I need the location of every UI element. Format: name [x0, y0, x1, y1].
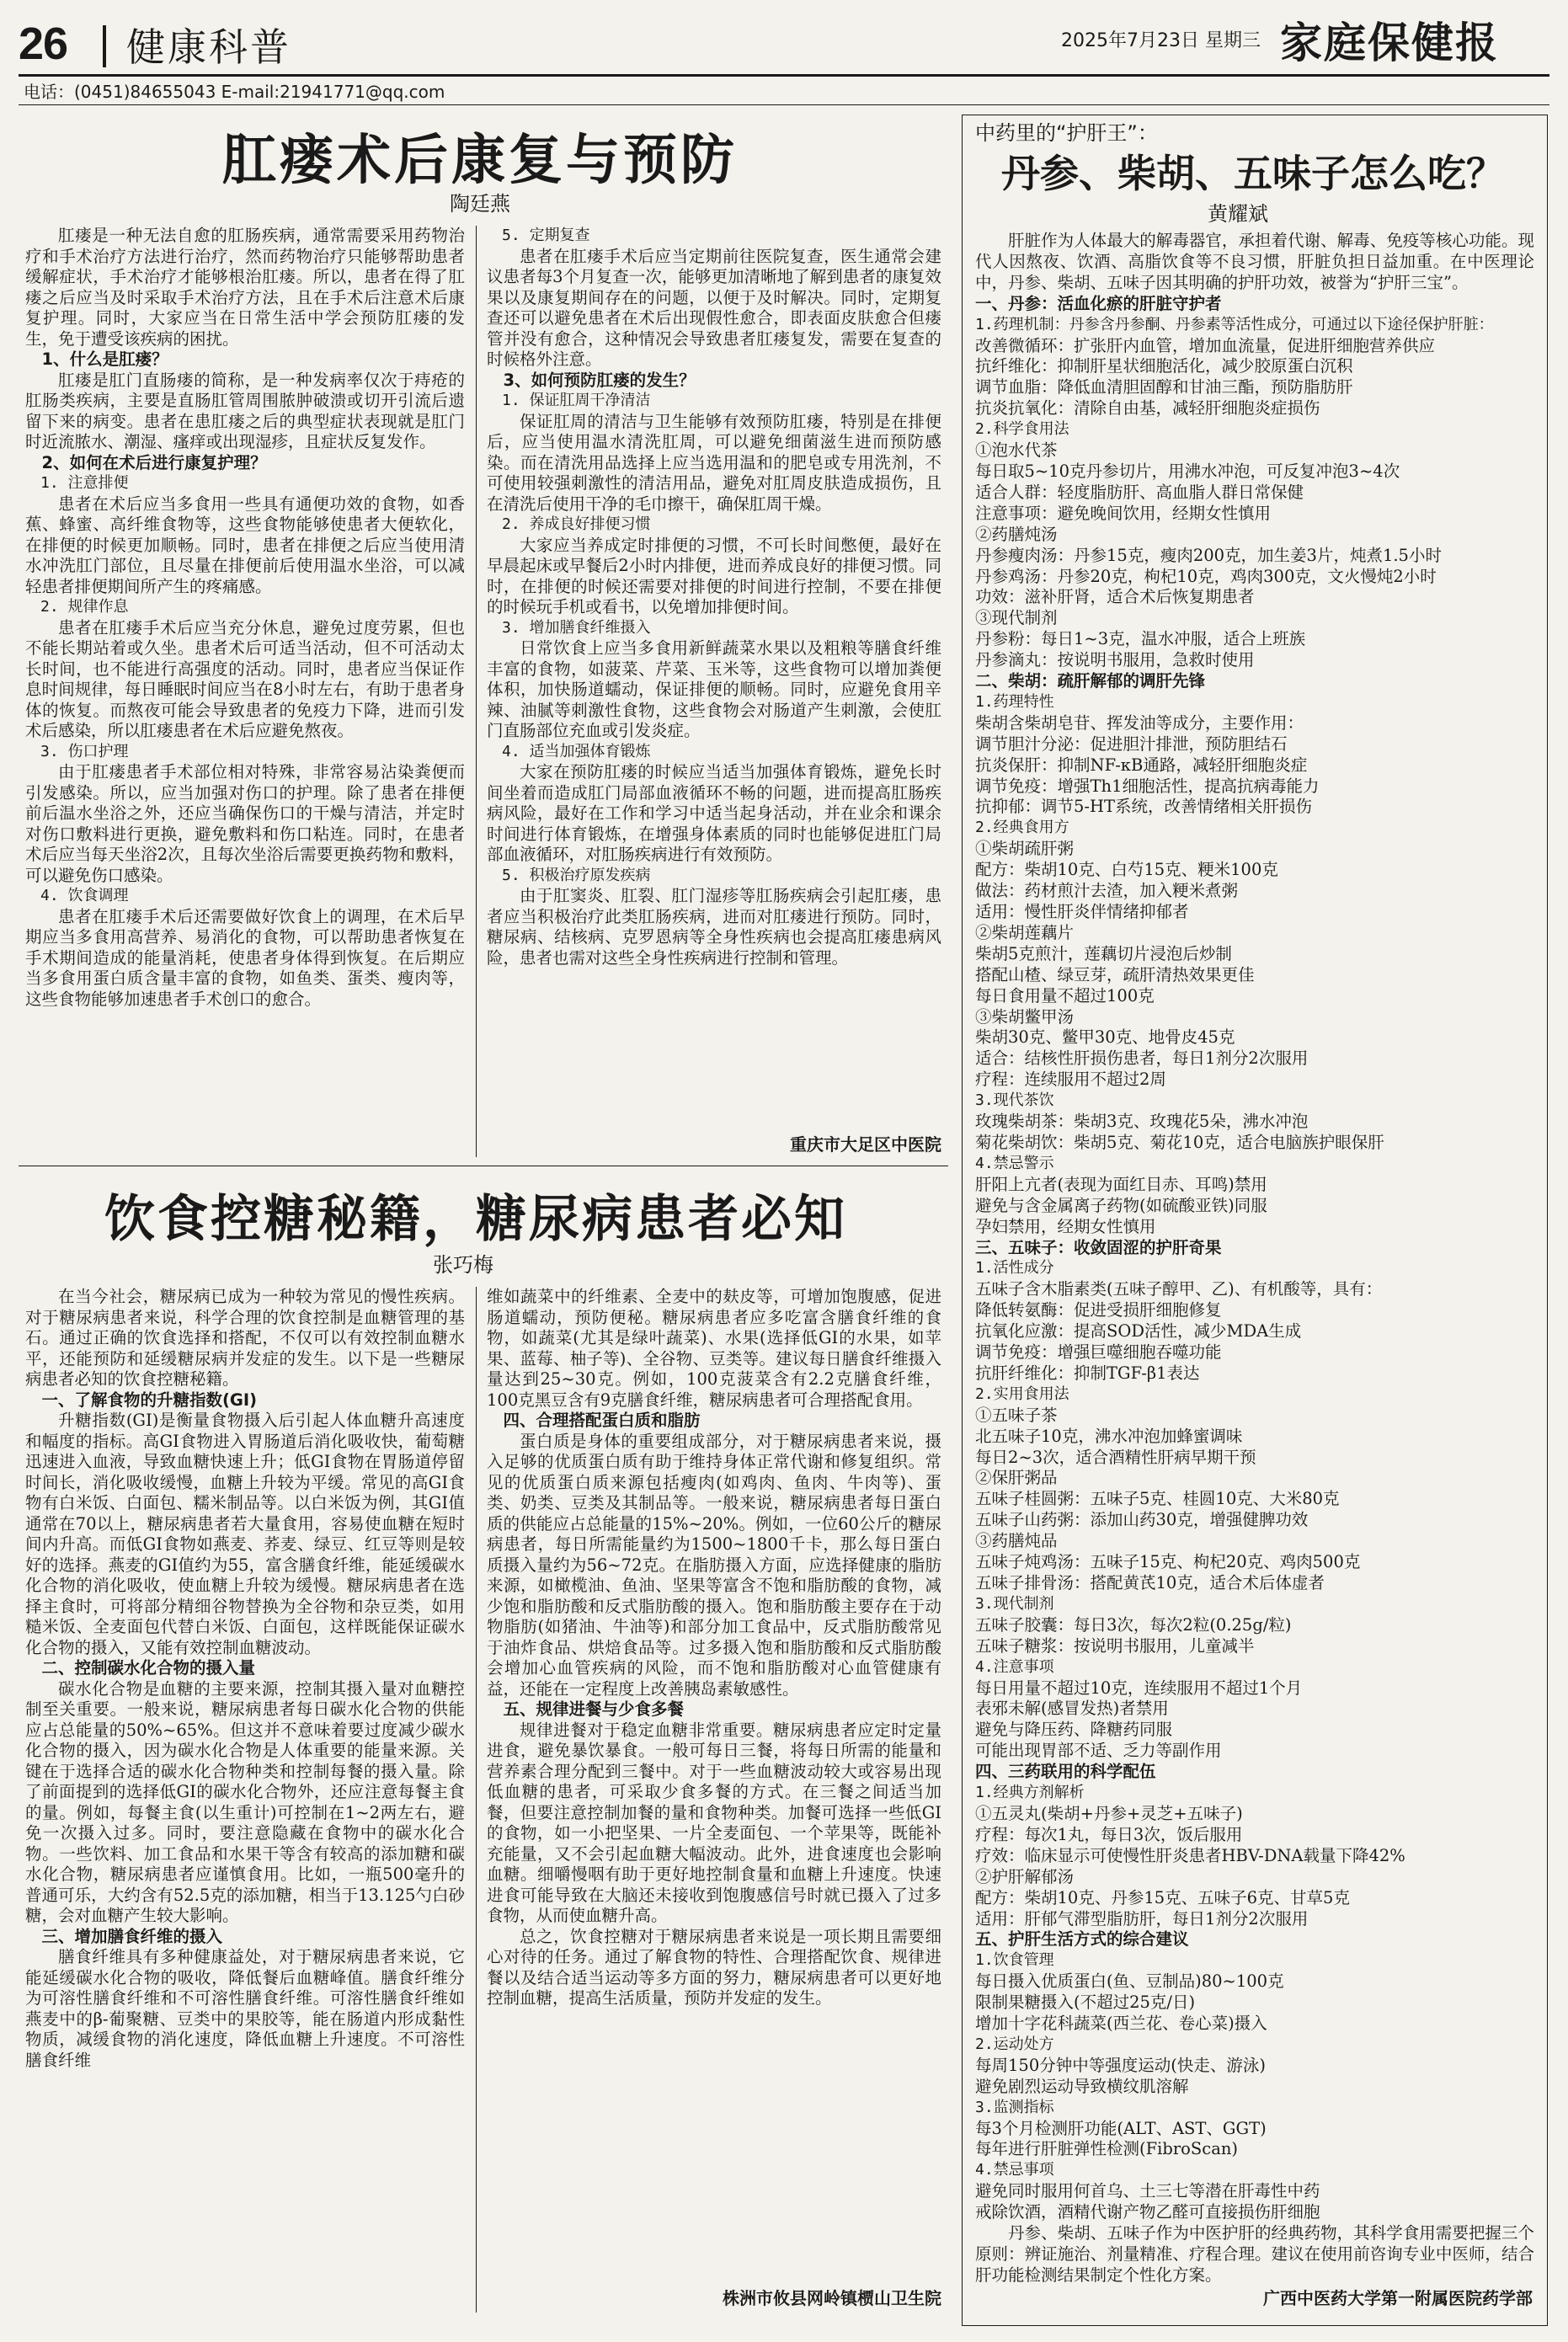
section-heading: 二、柴胡：疏肝解郁的调肝先锋: [975, 671, 1206, 691]
paragraph: 调节免疫：增强巨噬细胞吞噬功能: [975, 1342, 1222, 1363]
paragraph: 保证肛周的清洁与卫生能够有效预防肛瘘，特别是在排便后，应当使用温水清洗肛周，可以避免细菌滋生进而预防感染。而在清洗用品选择上应当选用温和的肥皂或专用洗剂，不可使用较强刺激性的清洁用品，避免对肛周皮肤造成损伤，且在清洗后使用干净的毛巾擦干，确保肛周干燥。: [487, 411, 941, 514]
paragraph: 疗程：每次1丸，每日3次，饭后服用: [975, 1824, 1243, 1844]
article2-column-1: [25, 1287, 465, 2313]
paragraph: 注意事项：避免晚间饮用，经期女性慎用: [975, 503, 1272, 523]
paragraph: 规律进餐对于稳定血糖非常重要。糖尿病患者应定时定量进食，避免暴饮暴食。一般可每日三餐，将每日所需的能量和营养素合理分配到三餐中。对于一些血糖波动较大或容易出现低血糖的患者，可采取少食多餐的方式。在三餐之间适当加餐，但要注意控制加餐的量和食物种类。加餐可选择一些低GI的食物，如一小把坚果、一片全麦面包、一个苹果等，既能补充能量，又不会引起血糖大幅波动。此外，进食速度也会影响血糖。细嚼慢咽有助于更好地控制食量和血糖上升速度。快速进食可能导致在大脑还未接收到饱腹感信号时就已摄入了过多食物，从而使血糖升高。: [487, 1720, 941, 1925]
paragraph: 适用：慢性肝炎伴情绪抑郁者: [975, 902, 1189, 921]
paragraph: 每日取5~10克丹参切片，用沸水冲泡，可反复冲泡3~4次: [975, 461, 1400, 481]
subheading: 3. 伤口护理: [40, 742, 129, 760]
paragraph: ①柴胡疏肝粥: [975, 839, 1075, 859]
subheading: 1.经典方剂解析: [975, 1784, 1085, 1802]
section-heading: 二、控制碳水化合物的摄入量: [41, 1658, 256, 1678]
paragraph: 抗炎保肝：抑制NF-κB通路，减轻肝细胞炎症: [975, 755, 1308, 775]
subheading: 3. 增加膳食纤维摄入: [502, 618, 651, 637]
paragraph: 五味子排骨汤：搭配黄芪10克，适合术后体虚者: [975, 1573, 1325, 1592]
paragraph: ③柴胡鳖甲汤: [975, 1006, 1075, 1027]
paragraph: 日常饮食上应当多食用新鲜蔬菜水果以及粗粮等膳食纤维丰富的食物，如菠菜、芹菜、玉米等，这些食物可以增加粪便体积，加快肠道蠕动，保证排便的顺畅。同时，应避免食用辛辣、油腻等刺激性食物，这些食物会对肠道产生刺激，会使肛门直肠部位充血或引发炎症。: [487, 638, 941, 740]
subheading: 4.禁忌事项: [975, 2161, 1054, 2179]
section-heading: 2、如何在术后进行康复护理？: [41, 452, 267, 472]
paragraph: 五味子含木脂素类(五味子醇甲、乙)、有机酸等，具有：: [975, 1279, 1383, 1299]
section-heading: 一、了解食物的升糖指数(GI): [41, 1390, 258, 1410]
paragraph: 丹参鸡汤：丹参20克，枸杞10克，鸡肉300克，文火慢炖2小时: [975, 566, 1437, 586]
paragraph: 调节血脂：降低血清胆固醇和甘油三酯，预防脂肪肝: [975, 377, 1353, 397]
article3-kicker: 中药里的“护肝王”：: [975, 121, 1158, 145]
paragraph: 维如蔬菜中的纤维素、全麦中的麸皮等，可增加饱腹感，促进肠道蠕动，预防便秘。糖尿病患者应多吃富含膳食纤维的食物，如蔬菜(尤其是绿叶蔬菜)、水果(选择低GI的水果，如苹果、蓝莓、柚子等)、全谷物、豆类等。建议每日膳食纤维摄入量达到25~30克。例如，100克菠菜含有2.2克膳食纤维，100克黑豆含有9克膳食纤维，糖尿病患者可合理搭配食用。: [487, 1287, 941, 1410]
article2-column-2: [487, 1287, 941, 2255]
article2-organization: 株洲市攸县网岭镇槚山卫生院: [723, 2288, 941, 2308]
subheading: 2.运动处方: [975, 2035, 1054, 2053]
paragraph: 由于肛窦炎、肛裂、肛门湿疹等肛肠疾病会引起肛瘘，患者应当积极治疗此类肛肠疾病，进而对肛瘘进行预防。同时，糖尿病、结核病、克罗恩病等全身性疾病也会提高肛瘘患病风险，患者也需对这些全身性疾病进行控制和管理。: [487, 886, 941, 968]
paragraph: ③现代制剂: [975, 608, 1058, 628]
paragraph: 功效：滋补肝肾，适合术后恢复期患者: [975, 587, 1255, 607]
paragraph: 患者在肛瘘手术后还需要做好饮食上的调理，在术后早期应当多食用高营养、易消化的食物，可以帮助患者恢复在手术期间造成的能量消耗，使患者身体得到恢复。在后期应当多食用蛋白质含量丰富的食物，如鱼类、蛋类、瘦肉等，这些食物能够加速患者手术创口的愈合。: [25, 906, 465, 1009]
subheading: 5. 定期复查: [502, 227, 590, 244]
paragraph: 配方：柴胡10克、丹参15克、五味子6克、甘草5克: [975, 1887, 1350, 1907]
paragraph: 搭配山楂、绿豆芽，疏肝清热效果更佳: [975, 964, 1255, 984]
paragraph: 适合：结核性肝损伤患者，每日1剂分2次服用: [975, 1048, 1309, 1069]
paragraph: 患者在肛瘘手术后应当定期前往医院复查，医生通常会建议患者每3个月复查一次，能够更加清晰地了解到患者的康复效果以及康复期间存在的问题，以便于及时解决。同时，定期复查还可以避免患者在术后出现假性愈合，即表面皮肤愈合但瘘管并没有愈合，这种情况会导致患者肛瘘复发，需要在复查的时候格外注意。: [487, 246, 941, 369]
paragraph: 升糖指数(GI)是衡量食物摄入后引起人体血糖升高速度和幅度的指标。高GI食物进入胃肠道后消化吸收快，葡萄糖迅速进入血液，导致血糖快速上升；低GI食物在胃肠道停留时间长，消化吸收缓慢，血糖上升较为平缓。常见的高GI食物有白米饭、白面包、糯米制品等。以白米饭为例，其GI值通常在70以上，糖尿病患者若大量食用，容易使血糖在短时间内升高。而低GI食物如燕麦、荞麦、绿豆、红豆等则是较好的选择。燕麦的GI值约为55，富含膳食纤维，能延缓碳水化合物的消化吸收，使血糖上升较为缓慢。糖尿病患者在选择主食时，可将部分精细谷物替换为全谷物和杂豆类，如用糙米饭、全麦面包代替白米饭、白面包，这样既能保证碳水化合物的摄入，又能有效控制血糖波动。: [25, 1411, 465, 1657]
paragraph: 玫瑰柴胡茶：柴胡3克、玫瑰花5朵，沸水冲泡: [975, 1112, 1309, 1132]
article3-body: [975, 231, 1534, 2285]
paragraph: 抗纤维化：抑制肝星状细胞活化，减少胶原蛋白沉积: [975, 356, 1353, 376]
column-divider: [476, 1287, 477, 2313]
subheading: 1.药理机制：丹参含丹参酮、丹参素等活性成分，可通过以下途径保护肝脏：: [975, 315, 1494, 333]
subheading: 1.饮食管理: [975, 1951, 1054, 1970]
paragraph: 五味子桂圆粥：五味子5克、桂圆10克、大米80克: [975, 1489, 1340, 1509]
paragraph: 丹参滴丸：按说明书服用，急救时使用: [975, 650, 1255, 670]
section-name: 健康科普: [126, 24, 291, 70]
article2-title: 饮食控糖秘籍，糖尿病患者必知: [104, 1190, 847, 1249]
subheading: 3.现代制剂: [975, 1594, 1054, 1613]
subheading: 2. 规律作息: [40, 598, 129, 616]
paragraph: 每日2~3次，适合酒精性肝病早期干预: [975, 1447, 1256, 1467]
article3-organization: 广西中医药大学第一附属医院药学部: [1263, 2288, 1533, 2308]
paragraph: 避免与降压药、降糖药同服: [975, 1720, 1173, 1740]
section-heading: 四、合理搭配蛋白质和脂肪: [503, 1411, 701, 1430]
paragraph: 五味子山药粥：添加山药30克，增强健脾功效: [975, 1510, 1309, 1530]
paragraph: ②保肝粥品: [975, 1468, 1058, 1488]
paragraph: 总之，饮食控糖对于糖尿病患者来说是一项长期且需要细心对待的任务。通过了解食物的特性、合理搭配饮食、规律进餐以及结合适当运动等多方面的努力，糖尿病患者可以更好地控制血糖，提高生活质量，预防并发症的发生。: [487, 1926, 941, 2008]
paragraph: 每日摄入优质蛋白(鱼、豆制品)80~100克: [975, 1971, 1284, 1992]
paragraph: 抗肝纤维化：抑制TGF-β1表达: [975, 1363, 1200, 1383]
subheading: 1. 注意排便: [40, 474, 129, 492]
masthead-rule: [19, 74, 1549, 77]
article3-title: 丹参、柴胡、五味子怎么吃？: [1001, 151, 1505, 196]
paragraph: 丹参粉：每日1~3克，温水冲服，适合上班族: [975, 629, 1306, 649]
paragraph: 每日食用量不超过100克: [975, 985, 1155, 1006]
paragraph: 肛瘘是肛门直肠瘘的简称，是一种发病率仅次于痔疮的肛肠类疾病，主要是直肠肛管周围脓肿破溃或切开引流后遗留下来的病变。患者在患肛瘘之后的典型症状表现就是肛门时近流脓水、潮湿、瘙痒或出现湿疹，且症状反复发作。: [25, 370, 465, 451]
column-divider: [476, 226, 477, 1157]
paragraph: 抗氧化应激：提高SOD活性，减少MDA生成: [975, 1321, 1302, 1342]
paragraph: ①五味子茶: [975, 1405, 1058, 1425]
paragraph: 降低转氨酶：促进受损肝细胞修复: [975, 1300, 1222, 1320]
paragraph: 膳食纤维具有多种健康益处，对于糖尿病患者来说，它能延缓碳水化合物的吸收，降低餐后血糖峰值。膳食纤维分为可溶性膳食纤维和不可溶性膳食纤维。可溶性膳食纤维如燕麦中的β-葡聚糖、豆类中的果胶等，能在肠道内形成黏性物质，减缓食物的消化速度，降低血糖上升速度。不可溶性膳食纤维: [25, 1947, 465, 2070]
paragraph: ①泡水代茶: [975, 440, 1058, 461]
paragraph: 抗炎抗氧化：清除自由基，减轻肝细胞炎症损伤: [975, 398, 1320, 419]
paragraph: 戒除饮酒，酒精代谢产物乙醛可直接损伤肝细胞: [975, 2202, 1320, 2222]
paragraph: 抗抑郁：调节5-HT系统，改善情绪相关肝损伤: [975, 797, 1313, 817]
paragraph: 调节免疫：增强Th1细胞活性，提高抗病毒能力: [975, 776, 1320, 796]
paragraph: ③药膳炖品: [975, 1531, 1058, 1551]
paragraph: 表邪未解(感冒发热)者禁用: [975, 1699, 1169, 1719]
paragraph: 孕妇禁用，经期女性慎用: [975, 1216, 1156, 1236]
paragraph: ②药膳炖汤: [975, 524, 1058, 544]
section-heading: 三、增加膳食纤维的摄入: [41, 1926, 223, 1946]
paragraph: 做法：药材煎汁去渣，加入粳米煮粥: [975, 881, 1239, 901]
paragraph: 增加十字花科蔬菜(西兰花、卷心菜)摄入: [975, 2014, 1267, 2034]
section-heading: 五、规律进餐与少食多餐: [503, 1699, 685, 1719]
paragraph: 调节胆汁分泌：促进胆汁排泄，预防胆结石: [975, 734, 1288, 754]
subheading: 2.科学食用法: [975, 420, 1069, 439]
paragraph: 患者在术后应当多食用一些具有通便功效的食物，如香蕉、蜂蜜、高纤维食物等，这些食物能够使患者大便软化，在排便的时候更加顺畅。同时，患者在排便之后应当使用清水冲洗肛门部位，且尽量在排便前后使用温水坐浴，可以减轻患者排便期间所产生的疼痛感。: [25, 493, 465, 596]
paragraph: 大家在预防肛瘘的时候应当适当加强体育锻炼，避免长时间坐着而造成肛门局部血液循环不畅的问题，进而提高肛肠疾病风险，最好在工作和学习中适当起身活动，并在业余和课余时间进行体育锻炼，在增强身体素质的同时也能够促进肛门局部血液循环，对肛肠疾病进行有效预防。: [487, 762, 941, 864]
subheading: 4.禁忌警示: [975, 1154, 1054, 1172]
header-divider: [103, 25, 106, 67]
paragraph: 在当今社会，糖尿病已成为一种较为常见的慢性疾病。对于糖尿病患者来说，科学合理的饮食控制是血糖管理的基石。通过正确的饮食选择和搭配，不仅可以有效控制血糖水平，还能预防和延缓糖尿病并发症的发生。以下是一些糖尿病患者必知的饮食控糖秘籍。: [25, 1287, 465, 1389]
section-heading: 1、什么是肛瘘？: [41, 349, 168, 369]
paragraph: 肛瘘是一种无法自愈的肛肠疾病，通常需要采用药物治疗和手术治疗方法进行治疗，然而药物治疗只能够帮助患者缓解症状，手术治疗才能够根治肛瘘。所以，患者在得了肛瘘之后应当及时采取手术治疗方法，且在手术后注意术后康复护理。同时，大家应当在日常生活中学会预防肛瘘的发生，免于遭受该疾病的困扰。: [25, 226, 465, 349]
paragraph: ①五灵丸(柴胡+丹参+灵芝+五味子): [975, 1803, 1243, 1823]
paragraph: 每日用量不超过10克，连续服用不超过1个月: [975, 1678, 1303, 1698]
paragraph: ②护肝解郁汤: [975, 1866, 1075, 1886]
article3-author: 黄耀斌: [1208, 202, 1268, 226]
subheading: 3.监测指标: [975, 2098, 1054, 2116]
section-heading: 一、丹参：活血化瘀的肝脏守护者: [975, 293, 1222, 313]
paragraph: 避免同时服用何首乌、土三七等潜在肝毒性中药: [975, 2181, 1320, 2201]
article1-title: 肛瘘术后康复与预防: [222, 129, 738, 192]
paragraph: 疗效：临床显示可使慢性肝炎患者HBV-DNA载量下降42%: [975, 1845, 1405, 1865]
paragraph: 避免与含金属离子药物(如硫酸亚铁)同服: [975, 1195, 1267, 1215]
subheading: 4. 适当加强体育锻炼: [502, 742, 651, 760]
section-heading: 五、护肝生活方式的综合建议: [975, 1929, 1189, 1950]
article1-author: 陶廷燕: [450, 192, 510, 216]
paragraph: 五味子炖鸡汤：五味子15克、枸杞20克、鸡肉500克: [975, 1552, 1361, 1572]
paragraph: 肝脏作为人体最大的解毒器官，承担着代谢、解毒、免疫等核心功能。现代人因熬夜、饮酒、高脂饮食等不良习惯，肝脏负担日益加重。在中医理论中，丹参、柴胡、五味子因其明确的护肝功效，被誉为“护肝三宝”。: [975, 231, 1534, 292]
paragraph: 适用：肝郁气滞型脂肪肝，每日1剂分2次服用: [975, 1908, 1309, 1929]
article2-author: 张巧梅: [433, 1253, 493, 1277]
subheading: 1. 保证肛周干净清洁: [502, 392, 651, 409]
subheading: 2.实用食用法: [975, 1384, 1069, 1403]
paragraph: 每年进行肝脏弹性检测(FibroScan): [975, 2139, 1238, 2159]
paragraph: 丹参瘦肉汤：丹参15克，瘦肉200克，加生姜3片，炖煮1.5小时: [975, 545, 1442, 565]
subheading: 2.经典食用方: [975, 819, 1069, 837]
paragraph: 碳水化合物是血糖的主要来源，控制其摄入量对血糖控制至关重要。一般来说，糖尿病患者每日碳水化合物的供能应占总能量的50%~65%。但这并不意味着要过度减少碳水化合物的摄入，因为碳水化合物是人体重要的能量来源。关键在于选择合适的碳水化合物种类和控制每餐的摄入量。除了前面提到的选择低GI的碳水化合物外，还应注意每餐主食的量。例如，每餐主食(以生重计)可控制在1~2两左右，避免一次摄入过多。同时，要注意隐藏在食物中的碳水化合物。一些饮料、加工食品和水果干等含有较高的添加糖和碳水化合物，糖尿病患者应谨慎食用。比如，一瓶500毫升的普通可乐，大约含有52.5克的添加糖，相当于13.125勺白砂糖，会对血糖产生较大影响。: [25, 1678, 465, 1925]
newspaper-name: 家庭保健报: [1280, 18, 1499, 67]
article1-column-1: [25, 226, 465, 1110]
subheading: 5. 积极治疗原发疾病: [502, 866, 651, 884]
paragraph: 柴胡含柴胡皂苷、挥发油等成分，主要作用：: [975, 712, 1304, 733]
paragraph: 丹参、柴胡、五味子作为中医护肝的经典药物，其科学食用需要把握三个原则：辨证施治、剂量精准、疗程合理。建议在使用前咨询专业中医师，结合肝功能检测结果制定个性化方案。: [975, 2223, 1534, 2285]
section-heading: 三、五味子：收敛固涩的护肝奇果: [975, 1237, 1222, 1257]
paragraph: 改善微循环：扩张肝内血管，增加血流量，促进肝细胞营养供应: [975, 335, 1436, 355]
article1-organization: 重庆市大足区中医院: [790, 1134, 941, 1155]
paragraph: 避免剧烈运动导致横纹肌溶解: [975, 2076, 1189, 2096]
paragraph: 可能出现胃部不适、乏力等副作用: [975, 1741, 1222, 1761]
paragraph: 菊花柴胡饮：柴胡5克、菊花10克，适合电脑族护眼保肝: [975, 1132, 1384, 1152]
section-heading: 四、三药联用的科学配伍: [975, 1762, 1156, 1782]
paragraph: 柴胡30克、鳖甲30克、地骨皮45克: [975, 1027, 1235, 1048]
subheading: 3.现代茶饮: [975, 1091, 1054, 1110]
contact-line: 电话：(0451)84655043 E-mail:21941771@qq.com: [24, 82, 445, 102]
subheading: 1.药理特性: [975, 692, 1054, 711]
section-heading: 3、如何预防肛瘘的发生？: [503, 370, 696, 390]
paragraph: ②柴胡莲藕片: [975, 922, 1075, 942]
article1-column-2: [487, 226, 941, 1118]
paragraph: 由于肛瘘患者手术部位相对特殊，非常容易沾染粪便而引发感染。所以，应当加强对伤口的护理。除了患者在排便前后温水坐浴之外，还应当确保伤口的干燥与清洁，并定时对伤口敷料进行更换，避免敷料和伤口粘连。同时，在患者术后应当每天坐浴2次，且每次坐浴后需要更换药物和敷料，可以避免伤口感染。: [25, 762, 465, 885]
paragraph: 限制果糖摄入(不超过25克/日): [975, 1993, 1196, 2013]
paragraph: 大家应当养成定时排便的习惯，不可长时间憋便，最好在早晨起床或早餐后2小时内排便，进而养成良好的排便习惯。同时，在排便的时候还需要对排便的时间进行控制，不要在排便的时候玩手机或看书，以免增加排便时间。: [487, 535, 941, 616]
subheading: 2. 养成良好排便习惯: [502, 515, 651, 533]
subheading: 1.活性成分: [975, 1259, 1054, 1278]
paragraph: 北五味子10克，沸水冲泡加蜂蜜调味: [975, 1426, 1243, 1446]
subheading: 4. 饮食调理: [40, 887, 129, 904]
paragraph: 配方：柴胡10克、白芍15克、粳米100克: [975, 860, 1278, 880]
paragraph: 患者在肛瘘手术后应当充分休息，避免过度劳累，但也不能长期站着或久坐。患者术后可适当活动，但不可活动太长时间，也不能进行高强度的活动。同时，患者应当保证作息时间规律，每日睡眠时间应当在8小时左右，有助于患者身体的恢复。而熬夜可能会导致患者的免疫力下降，进而引发术后感染，所以肛瘘患者在术后应避免熬夜。: [25, 617, 465, 740]
paragraph: 每周150分钟中等强度运动(快走、游泳): [975, 2055, 1266, 2075]
paragraph: 柴胡5克煎汁，莲藕切片浸泡后炒制: [975, 943, 1232, 963]
paragraph: 适合人群：轻度脂肪肝、高血脂人群日常保健: [975, 482, 1304, 502]
paragraph: 蛋白质是身体的重要组成部分，对于糖尿病患者来说，摄入足够的优质蛋白质有助于维持身体正常代谢和修复组织。常见的优质蛋白质来源包括瘦肉(如鸡肉、鱼肉、牛肉等)、蛋类、奶类、豆类及其制品等。一般来说，糖尿病患者每日蛋白质的供能应占总能量的15%~20%。例如，一位60公斤的糖尿病患者，每日所需能量约为1500~1800千卡，那么每日蛋白质摄入量约为56~72克。在脂肪摄入方面，应选择健康的脂肪来源，如橄榄油、鱼油、坚果等富含不饱和脂肪酸的食物，减少饱和脂肪酸和反式脂肪酸的摄入。饱和脂肪酸主要存在于动物脂肪(如猪油、牛油等)和部分加工食品中，反式脂肪酸常见于油炸食品、烘焙食品等。过多摄入饱和脂肪酸和反式脂肪酸会增加心血管疾病的风险，而不饱和脂肪酸对心血管健康有益，还能在一定程度上改善胰岛素敏感性。: [487, 1431, 941, 1699]
subheading: 4.注意事项: [975, 1657, 1054, 1676]
paragraph: 疗程：连续服用不超过2周: [975, 1070, 1166, 1090]
paragraph: 每3个月检测肝功能(ALT、AST、GGT): [975, 2118, 1267, 2138]
contact-rule: [19, 104, 1549, 105]
paragraph: 五味子胶囊：每日3次，每次2粒(0.25g/粒): [975, 1614, 1292, 1635]
page-number: 26: [19, 19, 68, 69]
paragraph: 肝阳上亢者(表现为面红目赤、耳鸣)禁用: [975, 1174, 1267, 1194]
issue-date: 2025年7月23日 星期三: [1061, 30, 1261, 51]
paragraph: 五味子糖浆：按说明书服用，儿童减半: [975, 1635, 1255, 1656]
